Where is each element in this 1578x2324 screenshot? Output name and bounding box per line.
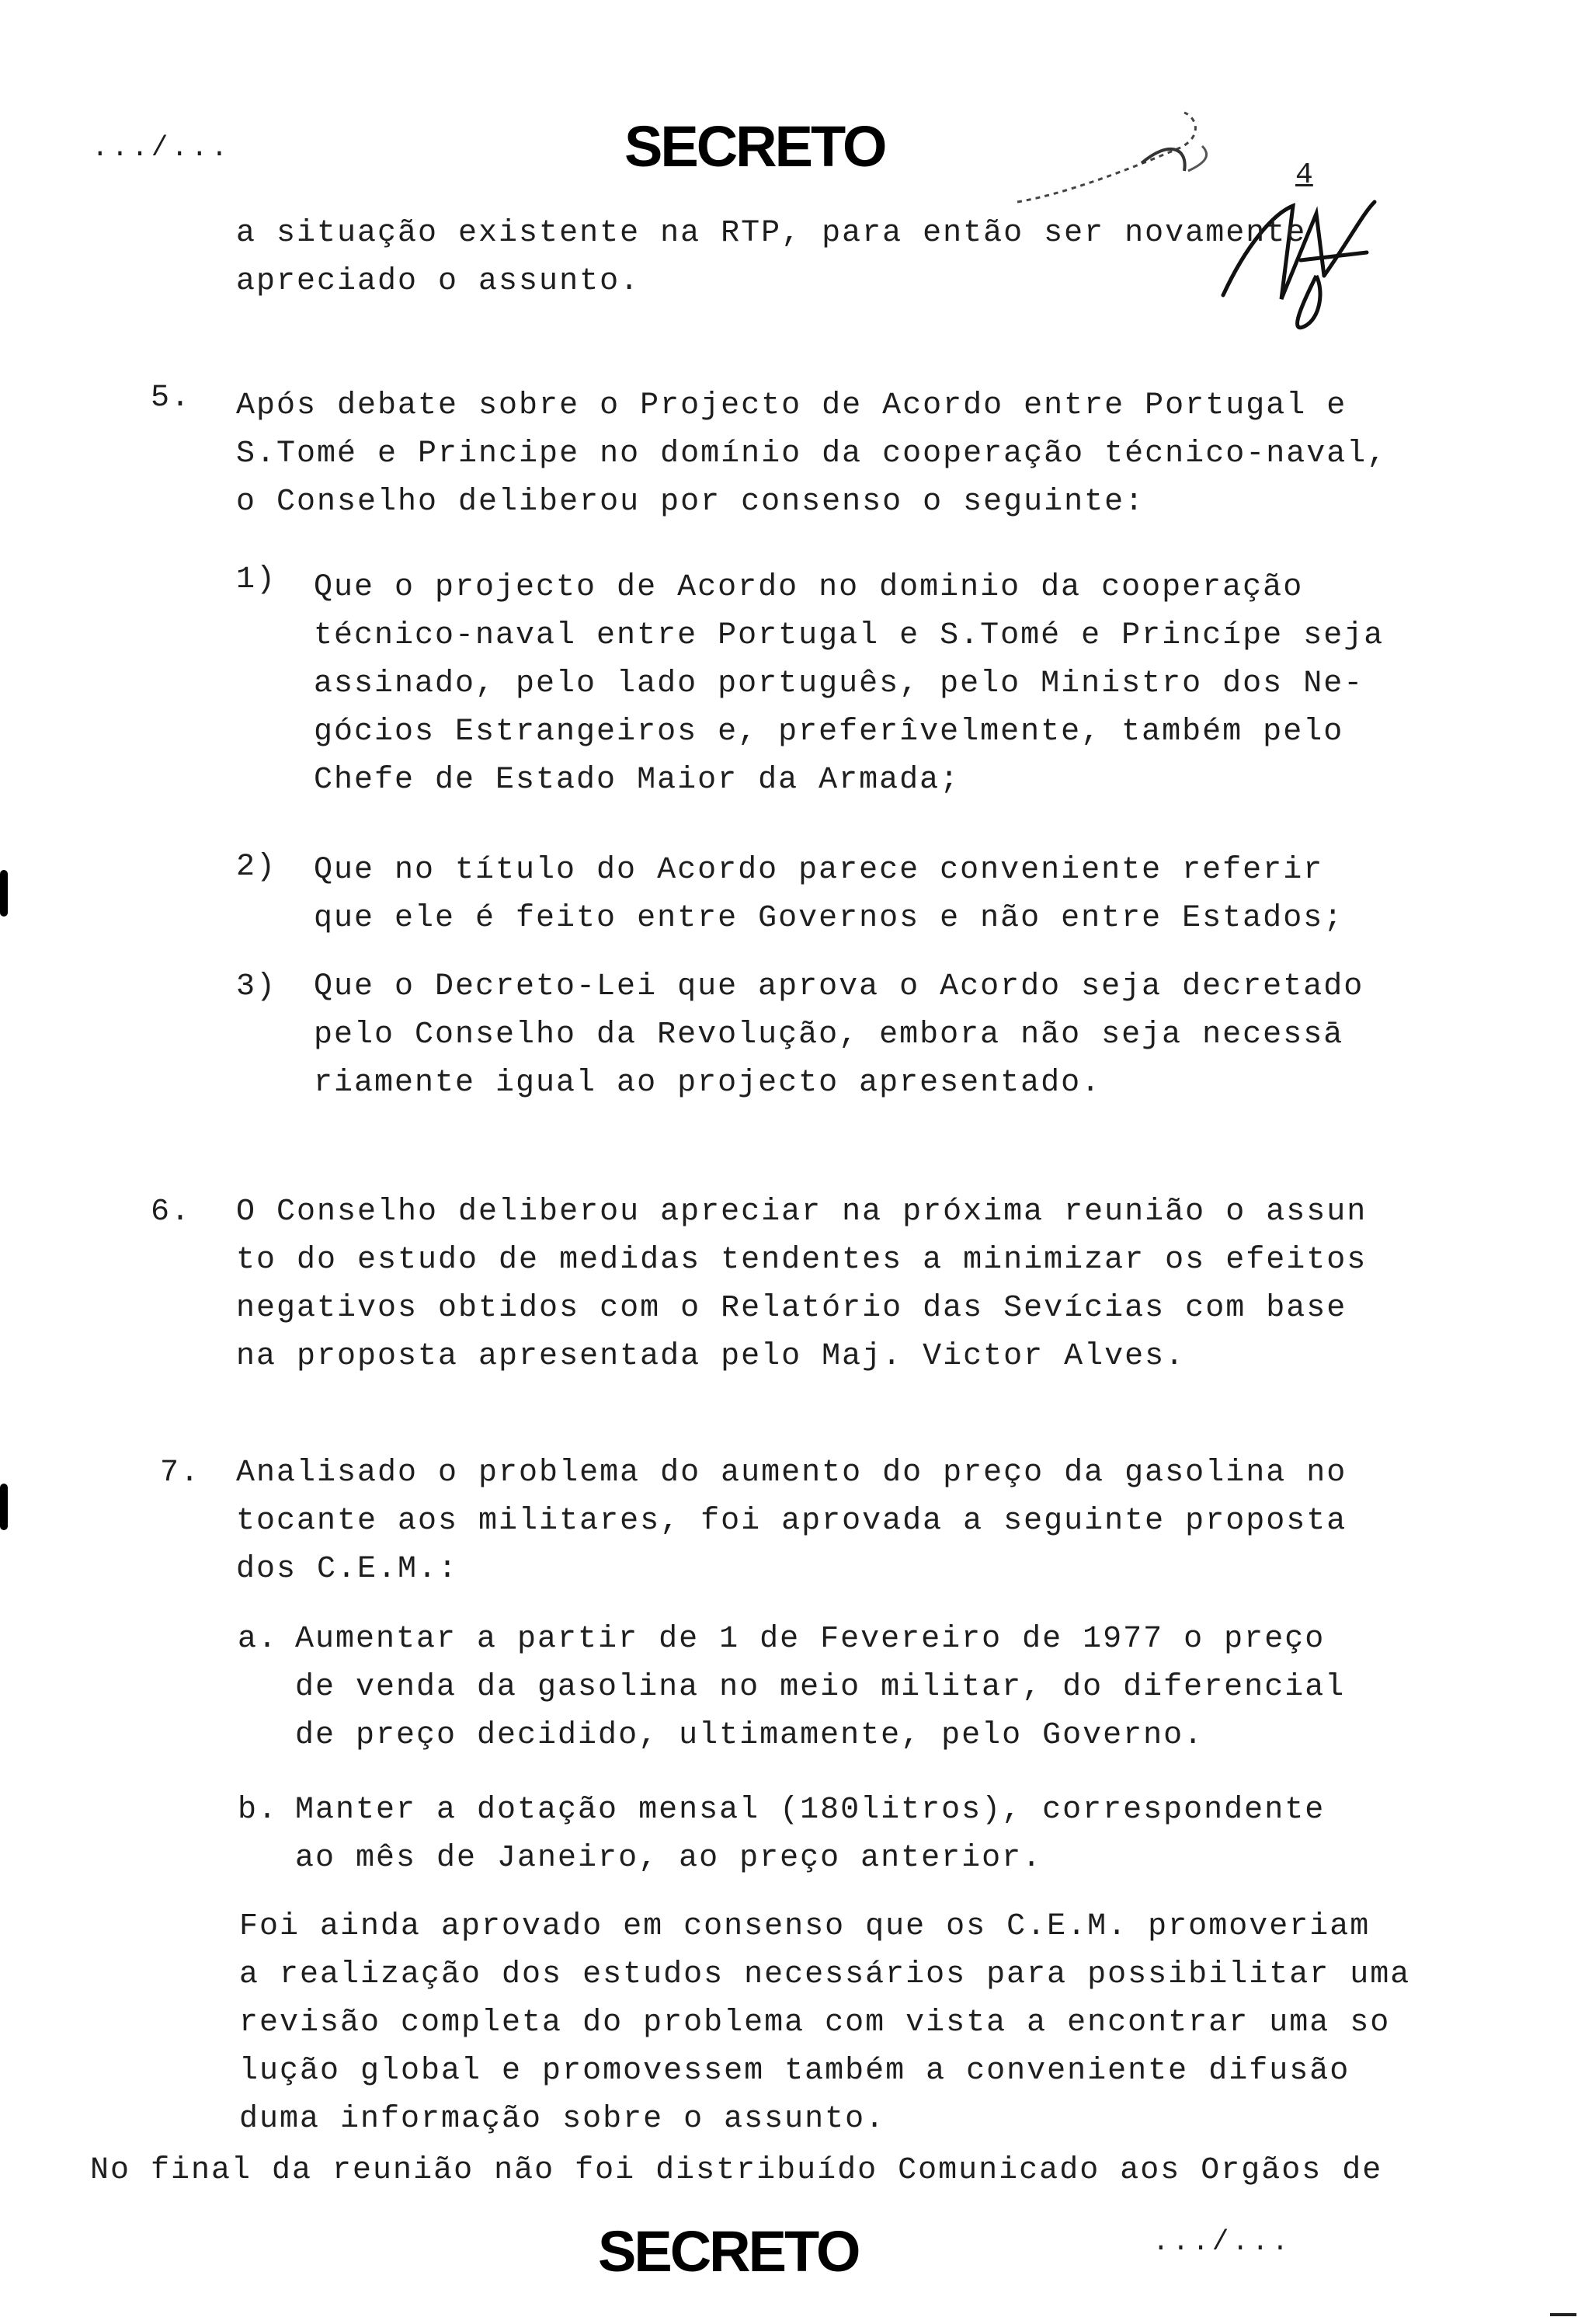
- item-5-sub-2-number: 2): [236, 850, 277, 885]
- item-7-line-2: tocante aos militares, foi aprovada a seguinte proposta: [236, 1504, 1347, 1539]
- item-7-sub-b-line-2: ao mês de Janeiro, ao preço anterior.: [295, 1841, 1043, 1876]
- item-7-closing-line-4: lução global e promovessem também a conveniente difusão: [239, 2054, 1350, 2089]
- item-7-sub-b-line-1: Manter a dotação mensal (180litros), correspondente: [295, 1793, 1326, 1828]
- item-6-line-4: na proposta apresentada pelo Maj. Victor Alves.: [236, 1339, 1186, 1374]
- item-7-sub-a-number: a.: [238, 1622, 279, 1657]
- footer-classification-stamp: SECRETO: [598, 2219, 859, 2284]
- item-5-sub-3-number: 3): [236, 969, 277, 1004]
- item-5-sub-3-line-1: Que o Decreto-Lei que aprova o Acordo seja decretado: [314, 969, 1364, 1004]
- item-7-line-1: Analisado o problema do aumento do preço da gasolina no: [236, 1456, 1347, 1491]
- item-5-number: 5.: [151, 381, 192, 416]
- final-line: No final da reunião não foi distribuído Comunicado aos Orgãos de: [90, 2153, 1383, 2188]
- item-5-line-3: o Conselho deliberou por consenso o seguinte:: [236, 485, 1145, 520]
- item-5-sub-3-line-2: pelo Conselho da Revolução, embora não seja necessā: [314, 1018, 1344, 1052]
- item-6-line-3: negativos obtidos com o Relatório das Sevícias com base: [236, 1291, 1347, 1326]
- item-7-closing-line-2: a realização dos estudos necessários para possibilitar uma: [239, 1957, 1411, 1992]
- item-6-line-1: O Conselho deliberou apreciar na próxima reunião o assun: [236, 1195, 1368, 1230]
- footer-continuation-mark: .../...: [1152, 2226, 1292, 2258]
- item-6-number: 6.: [151, 1195, 192, 1230]
- page-number: 4: [1295, 158, 1313, 192]
- item-7-closing-line-5: duma informação sobre o assunto.: [239, 2102, 886, 2137]
- item-5-sub-1-number: 1): [236, 562, 277, 597]
- item-5-line-2: S.Tomé e Principe no domínio da cooperação técnico-naval,: [236, 437, 1388, 471]
- item-7-sub-a-line-2: de venda da gasolina no meio militar, do diferencial: [295, 1670, 1346, 1705]
- item-5-sub-2-line-2: que ele é feito entre Governos e não entre Estados;: [314, 901, 1344, 936]
- item-7-closing-line-1: Foi ainda aprovado em consenso que os C.E.M. promoveriam: [239, 1909, 1371, 1944]
- header-continuation-mark: .../...: [92, 132, 231, 164]
- item-7-sub-a-line-1: Aumentar a partir de 1 de Fevereiro de 1977 o preço: [295, 1622, 1326, 1657]
- item-7-sub-a-line-3: de preço decidido, ultimamente, pelo Governo.: [295, 1718, 1204, 1753]
- item-5-sub-3-line-3: riamente igual ao projecto apresentado.: [314, 1066, 1102, 1101]
- item-7-number: 7.: [160, 1456, 201, 1491]
- item-6-line-2: to do estudo de medidas tendentes a minimizar os efeitos: [236, 1243, 1368, 1278]
- item-7-sub-b-number: b.: [238, 1793, 279, 1828]
- binding-mark: [0, 1484, 8, 1530]
- intro-line-2: apreciado o assunto.: [236, 264, 641, 299]
- corner-mark: [1550, 2313, 1576, 2316]
- header-classification-stamp: SECRETO: [624, 114, 885, 179]
- binding-mark: [0, 870, 8, 917]
- item-5-sub-1-line-5: Chefe de Estado Maior da Armada;: [314, 763, 961, 798]
- item-5-line-1: Após debate sobre o Projecto de Acordo entre Portugal e: [236, 388, 1347, 423]
- item-5-sub-1-line-2: técnico-naval entre Portugal e S.Tomé e Princípe seja: [314, 618, 1385, 653]
- item-7-closing-line-3: revisão completa do problema com vista a encontrar uma so: [239, 2006, 1391, 2040]
- pen-mark-icon: [1002, 85, 1266, 210]
- intro-line-1: a situação existente na RTP, para então ser novamente: [236, 216, 1307, 251]
- item-5-sub-1-line-4: gócios Estrangeiros e, preferîvelmente, também pelo: [314, 715, 1344, 750]
- item-5-sub-2-line-1: Que no título do Acordo parece conveniente referir: [314, 853, 1324, 888]
- item-5-sub-1-line-1: Que o projecto de Acordo no dominio da cooperação: [314, 570, 1304, 605]
- item-7-line-3: dos C.E.M.:: [236, 1552, 459, 1587]
- item-5-sub-1-line-3: assinado, pelo lado português, pelo Ministro dos Ne-: [314, 666, 1364, 701]
